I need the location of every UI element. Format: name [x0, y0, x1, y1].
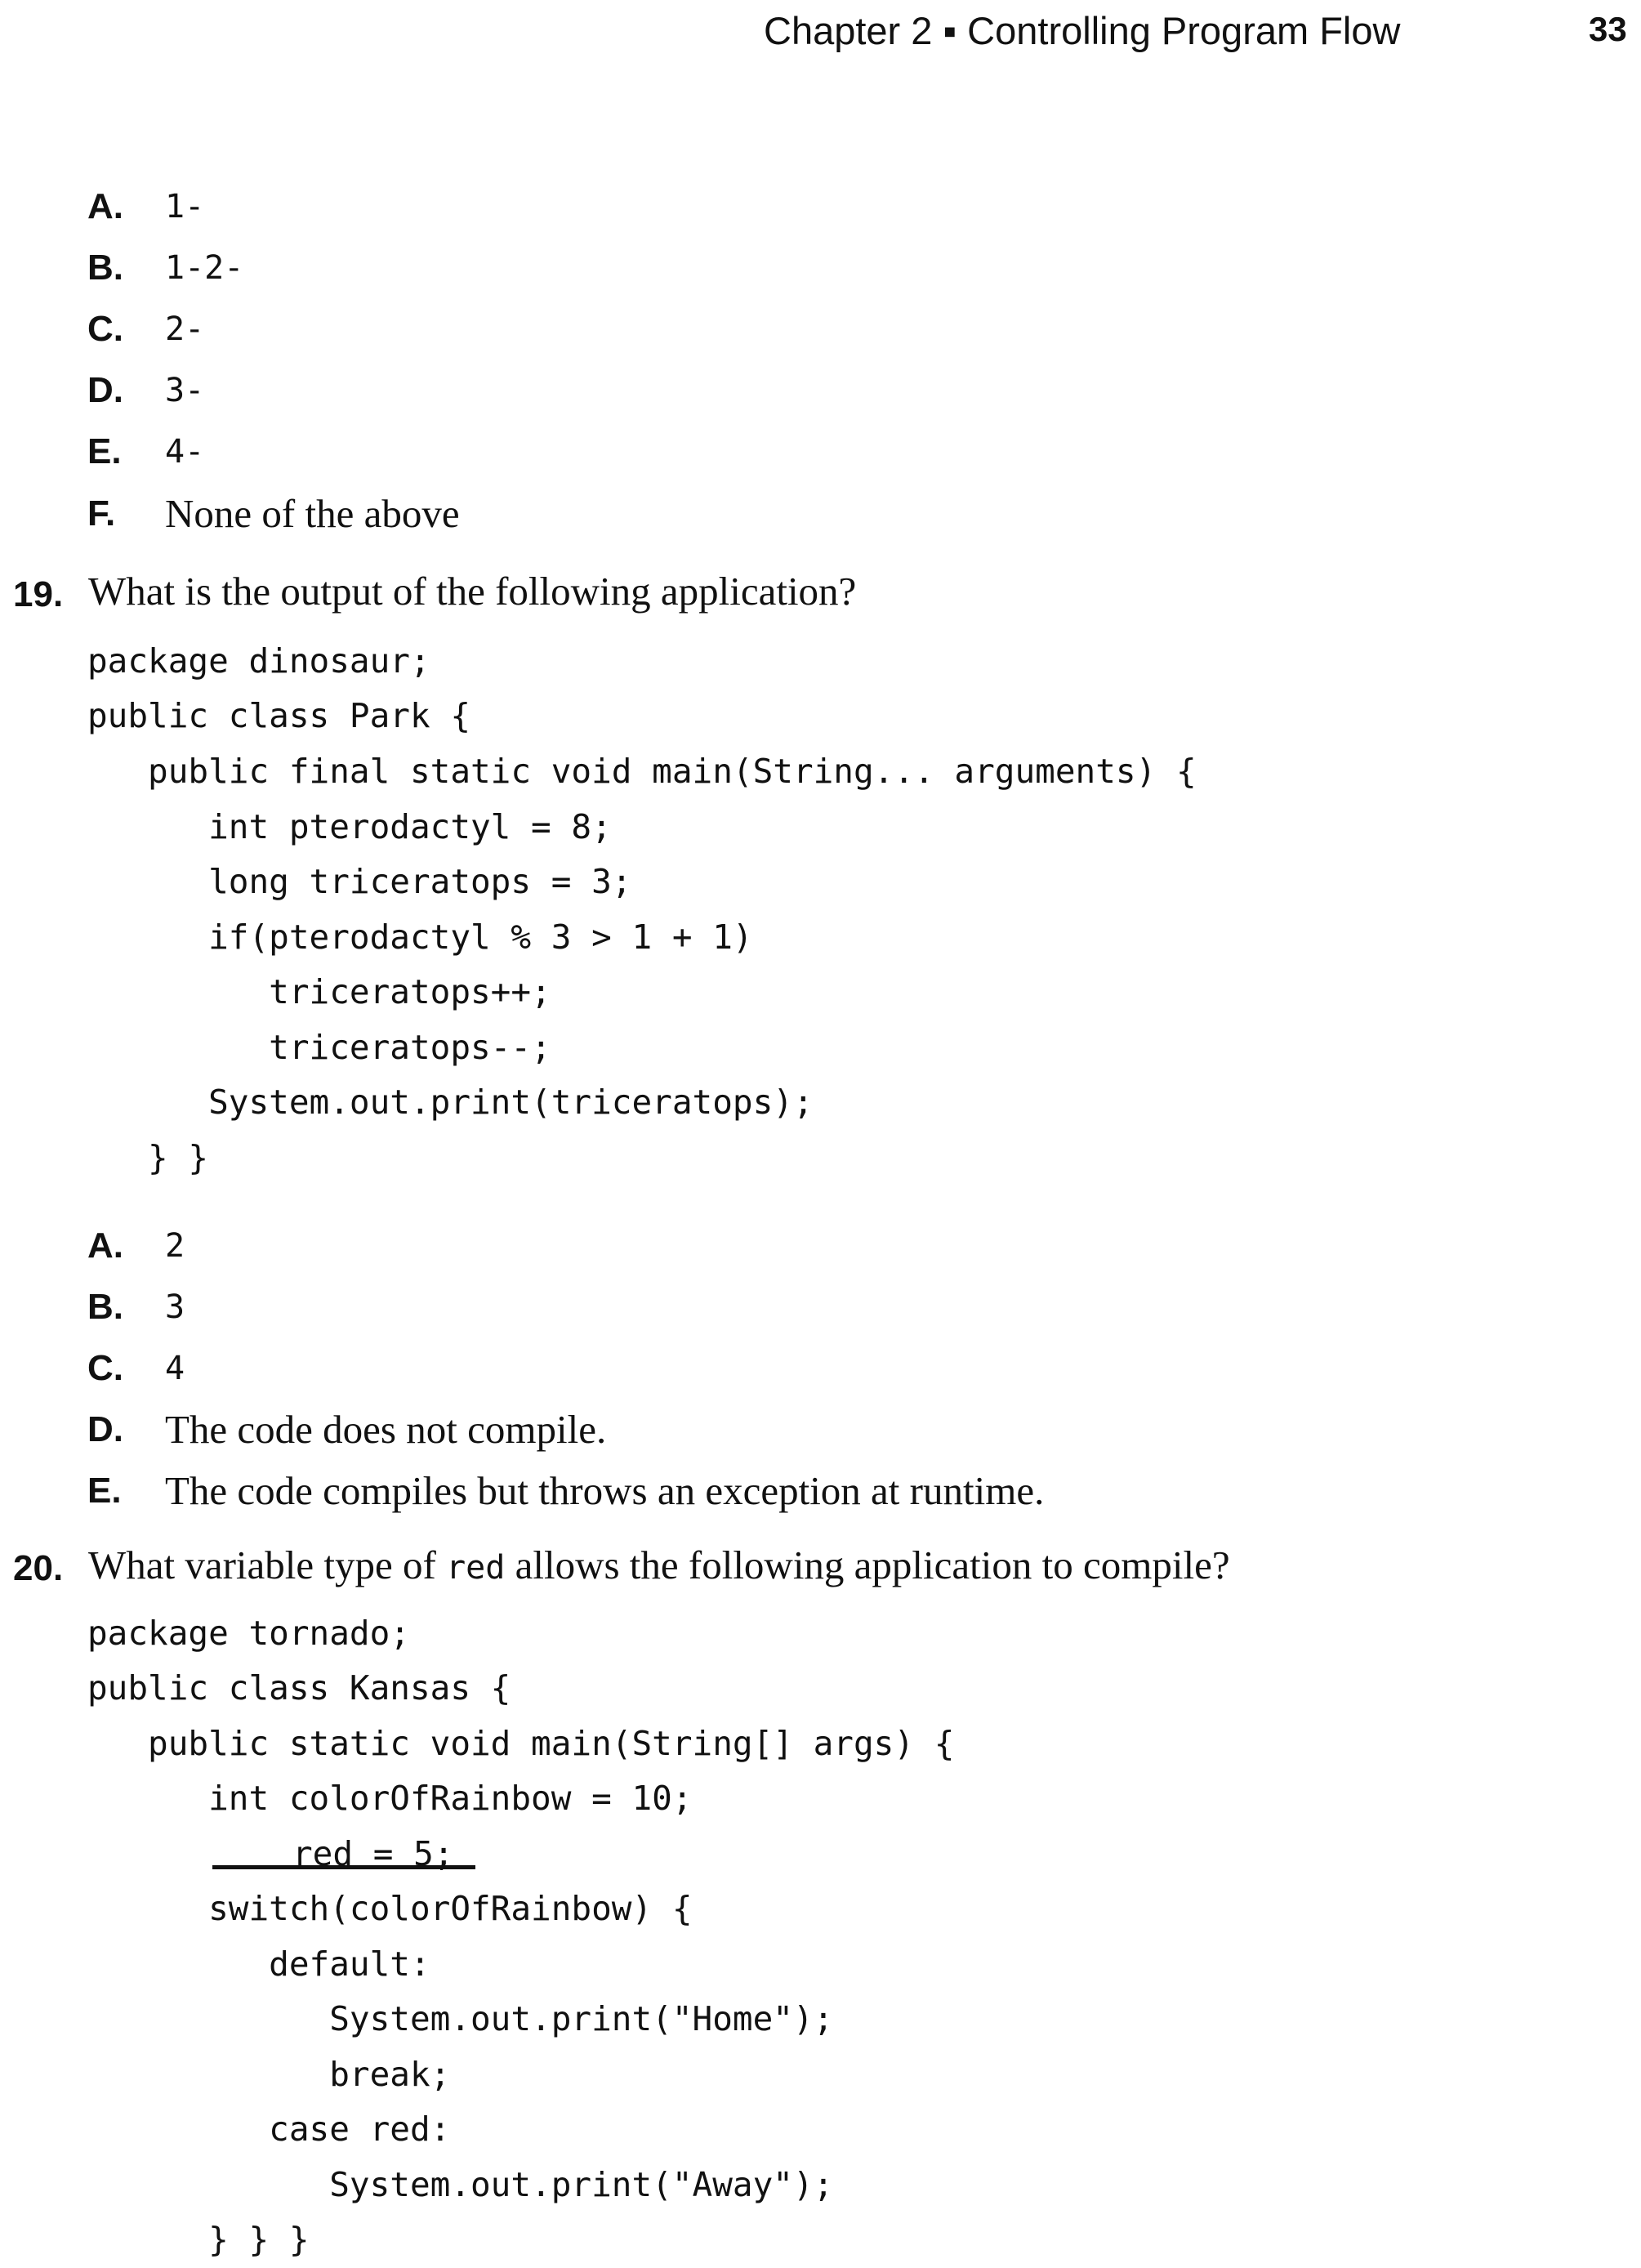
option-letter: C.: [87, 309, 123, 349]
code-line: System.out.print(triceratops);: [87, 1083, 814, 1122]
option-text: None of the above: [165, 491, 460, 536]
option-text: The code does not compile.: [165, 1407, 607, 1452]
option-letter: A.: [87, 186, 123, 226]
code-line: public final static void main(String... arguments) {: [87, 752, 1197, 791]
option-letter: B.: [87, 1287, 123, 1327]
code-line: red = 5;: [292, 1834, 454, 1873]
code-line: break;: [87, 2055, 451, 2094]
code-line: package dinosaur;: [87, 641, 430, 681]
option-letter: D.: [87, 370, 123, 410]
code-line: System.out.print("Away");: [87, 2165, 834, 2204]
question-text: [88, 1542, 1230, 1588]
question-number: 19.: [13, 574, 64, 614]
code-line: long triceratops = 3;: [87, 862, 632, 901]
chapter-header: Chapter 2 ▪ Controlling Program Flow: [764, 9, 1401, 52]
inline-code: red: [446, 1549, 506, 1587]
question-text: What is the output of the following application?: [88, 569, 857, 614]
code-line: } }: [87, 1138, 209, 1177]
option-letter: C.: [87, 1348, 123, 1388]
question-text-part: What variable type of: [88, 1543, 447, 1587]
option-text: 2-: [165, 310, 205, 348]
code-line: package tornado;: [87, 1614, 410, 1653]
option-text: 4-: [165, 433, 205, 471]
question-text-part: allows the following application to compile?: [505, 1543, 1230, 1587]
option-letter: B.: [87, 248, 123, 288]
option-letter: E.: [87, 1471, 122, 1511]
option-text: 1-2-: [165, 249, 244, 287]
code-line: case red:: [87, 2110, 451, 2149]
code-line: triceratops--;: [87, 1028, 551, 1067]
code-line: switch(colorOfRainbow) {: [87, 1889, 693, 1928]
code-line: public class Kansas {: [87, 1668, 511, 1708]
option-letter: F.: [87, 493, 116, 534]
option-text: 3-: [165, 372, 205, 409]
option-text: 4: [165, 1350, 185, 1387]
code-line: public class Park {: [87, 696, 470, 735]
option-text: 2: [165, 1227, 185, 1265]
code-line: int pterodactyl = 8;: [87, 807, 612, 846]
option-text: 3: [165, 1288, 185, 1326]
page-number: 33: [1589, 10, 1627, 48]
option-text: The code compiles but throws an exception at runtime.: [165, 1468, 1045, 1513]
code-line: int colorOfRainbow = 10;: [87, 1779, 693, 1818]
question-number: 20.: [13, 1548, 64, 1588]
code-line: System.out.print("Home");: [87, 1999, 834, 2038]
option-letter: D.: [87, 1409, 123, 1449]
option-letter: E.: [87, 431, 122, 471]
code-line: triceratops++;: [87, 972, 551, 1011]
code-line: public static void main(String[] args) {: [87, 1724, 955, 1763]
code-line: if(pterodactyl % 3 > 1 + 1): [87, 917, 753, 957]
code-line: } } }: [87, 2220, 310, 2259]
option-text: 1-: [165, 188, 205, 225]
option-letter: A.: [87, 1226, 123, 1266]
code-line: default:: [87, 1944, 430, 1984]
